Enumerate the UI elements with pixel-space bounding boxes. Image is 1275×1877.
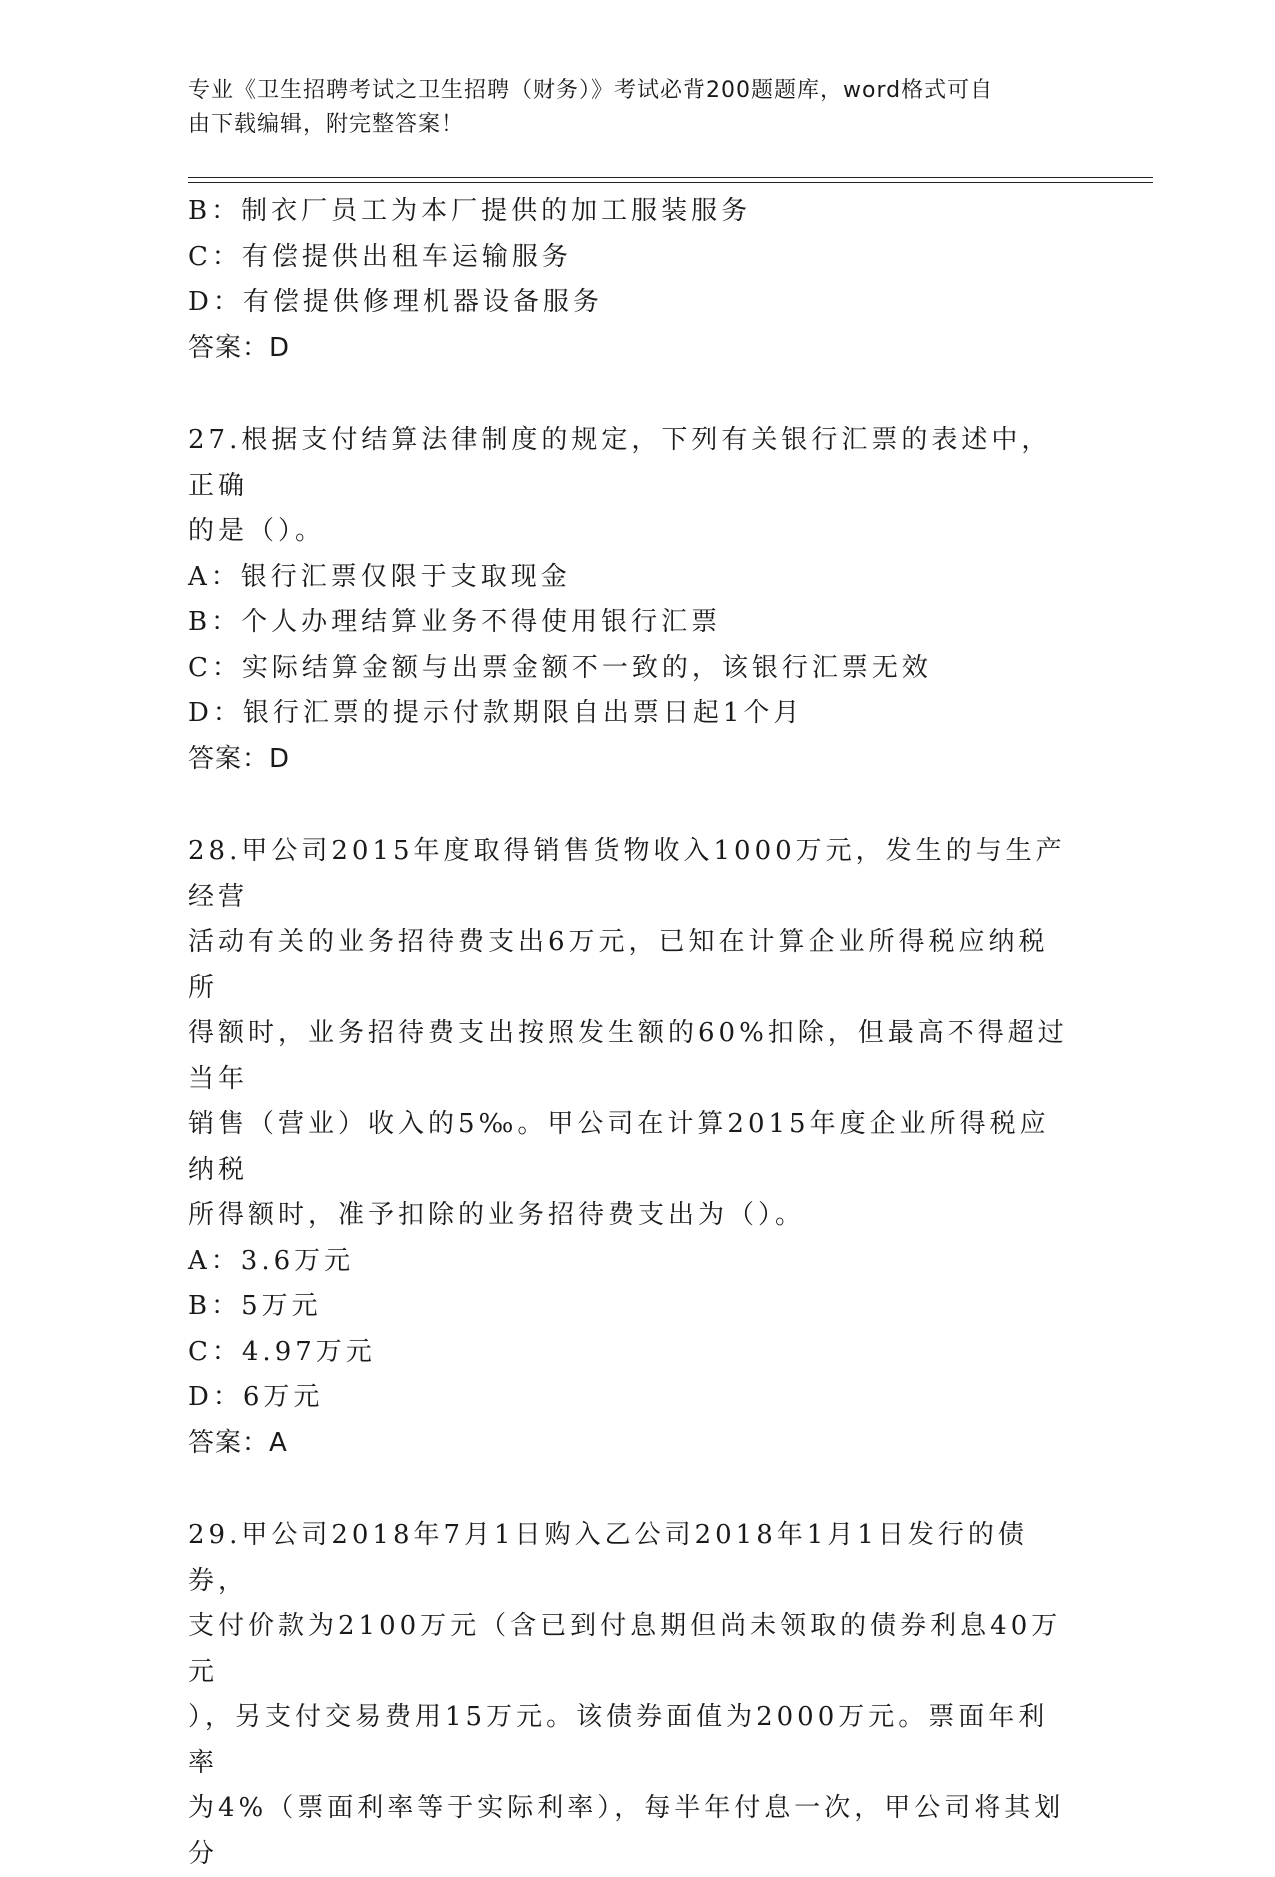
option-c: C：4.97万元: [188, 1336, 376, 1367]
option-d: D：6万元: [188, 1382, 324, 1412]
option-c: C：有偿提供出租车运输服务: [188, 241, 572, 272]
answer-value: D: [269, 332, 291, 363]
spacer: [188, 1466, 1078, 1513]
question-stem: 29.甲公司2018年7月1日购入乙公司2018年1月1日发行的债券， 支付价款为2100万元（含已到付息期但尚未领取的债券利息40万元 ），另支付交易费用15万元。该债券面值为2000万元。票面年利率 为4%（票面利率等于实际利率），每半年付息一次，甲公司将其划分: [188, 1520, 1065, 1869]
option-b: B：5万元: [188, 1291, 322, 1321]
answer-label: 答案：: [188, 743, 270, 774]
header-rule-bottom: [188, 182, 1153, 183]
question-content: [188, 189, 1078, 1877]
answer-value: D: [269, 743, 291, 774]
header-rule-top: [188, 177, 1153, 178]
question-stem: 27.根据支付结算法律制度的规定，下列有关银行汇票的表述中，正确 的是（）。: [188, 425, 1052, 546]
answer-label: 答案：: [188, 332, 270, 363]
question-28: [188, 829, 1078, 1466]
option-b: B：制衣厂员工为本厂提供的加工服装服务: [188, 196, 752, 226]
question-27: [188, 418, 1078, 782]
option-a: A：3.6万元: [188, 1245, 355, 1276]
spacer: [188, 782, 1078, 829]
option-b: B：个人办理结算业务不得使用银行汇票: [188, 607, 722, 637]
answer-value: A: [269, 1427, 288, 1458]
question-stem: 28.甲公司2015年度取得销售货物收入1000万元，发生的与生产经营 活动有关的业务招待费支出6万元，已知在计算企业所得税应纳税所 得额时，业务招待费支出按照发生额的60%扣除，但最高不得超过当年 销售（营业）收入的5‰。甲公司在计算2015年度企业所得税应纳税 所得额时，准予扣除的业务招待费支出为（）。: [188, 836, 1068, 1230]
option-c: C：实际结算金额与出票金额不一致的，该银行汇票无效: [188, 652, 932, 683]
option-a: A：银行汇票仅限于支取现金: [188, 561, 571, 592]
answer-line: [188, 1421, 1078, 1467]
document-header: 专业《卫生招聘考试之卫生招聘（财务）》考试必背200题题库，word格式可自 由下载编辑，附完整答案！: [188, 78, 994, 137]
answer-line: [188, 737, 1078, 783]
question-29: [188, 1513, 1078, 1877]
answer-label: 答案：: [188, 1427, 270, 1458]
spacer: [188, 371, 1078, 418]
question-26-tail: [188, 189, 1078, 371]
answer-line: [188, 326, 1078, 372]
option-d: D：有偿提供修理机器设备服务: [188, 287, 603, 317]
option-d: D：银行汇票的提示付款期限自出票日起1个月: [188, 698, 804, 728]
